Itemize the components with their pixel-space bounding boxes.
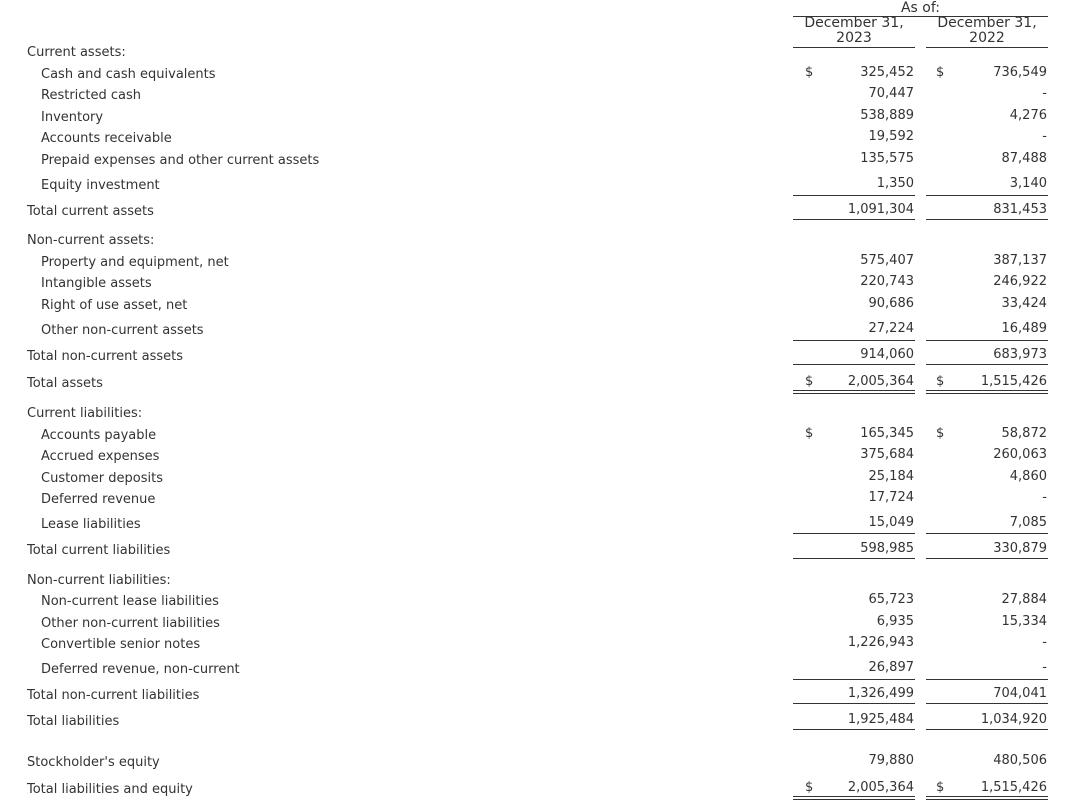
row-label: Equity investment [41, 178, 160, 193]
value-2022: 330,879 [993, 541, 1047, 556]
row-label: Deferred revenue [41, 492, 156, 507]
value-2022: 27,884 [1001, 592, 1047, 607]
currency-symbol-2023: $ [805, 374, 814, 389]
value-2022: - [1042, 490, 1047, 505]
row-label: Restricted cash [41, 88, 142, 103]
currency-symbol-2022: $ [936, 426, 945, 441]
subtotal-rule [793, 219, 915, 220]
value-2022: - [1042, 86, 1047, 101]
row-label: Cash and cash equivalents [41, 67, 216, 82]
total-double-rule [793, 393, 915, 394]
value-2022: 387,137 [993, 253, 1047, 268]
value-2023: 17,724 [868, 490, 914, 505]
column-header-2023: December 31, 2023 [804, 15, 904, 46]
value-2023: 26,897 [868, 660, 914, 675]
total-double-rule [926, 799, 1048, 800]
subtotal-rule [926, 703, 1048, 704]
row-label: Total assets [27, 376, 103, 391]
subtotal-rule [926, 679, 1048, 680]
value-2022: 16,489 [1001, 321, 1047, 336]
row-label: Stockholder's equity [27, 755, 160, 770]
value-2023: 575,407 [860, 253, 914, 268]
column-header-2022-rule [926, 47, 1048, 48]
value-2023: 65,723 [868, 592, 914, 607]
row-label: Other non-current liabilities [41, 616, 220, 631]
row-label: Accounts payable [41, 428, 157, 443]
value-2022: - [1042, 635, 1047, 650]
row-label: Current liabilities: [27, 406, 143, 421]
value-2022: 3,140 [1009, 176, 1047, 191]
currency-symbol-2022: $ [936, 374, 945, 389]
value-2022: 831,453 [993, 202, 1047, 217]
row-label: Total current liabilities [27, 543, 171, 558]
subtotal-rule [793, 364, 915, 365]
as-of-heading: As of: [900, 0, 941, 16]
row-label: Total non-current liabilities [27, 688, 200, 703]
value-2023: 220,743 [860, 274, 914, 289]
value-2022: 1,515,426 [980, 374, 1047, 389]
value-2022: 4,860 [1009, 469, 1047, 484]
value-2023: 1,925,484 [847, 712, 914, 727]
subtotal-rule [793, 533, 915, 534]
total-double-rule [793, 796, 915, 797]
total-double-rule [926, 390, 1048, 391]
value-2023: 375,684 [860, 447, 914, 462]
value-2022: 736,549 [993, 65, 1047, 80]
row-label: Deferred revenue, non-current [41, 662, 240, 677]
currency-symbol-2022: $ [936, 65, 945, 80]
value-2023: 27,224 [868, 321, 914, 336]
subtotal-rule [926, 195, 1048, 196]
value-2023: 914,060 [860, 347, 914, 362]
value-2022: 683,973 [993, 347, 1047, 362]
row-label: Convertible senior notes [41, 637, 201, 652]
value-2023: 1,091,304 [847, 202, 914, 217]
value-2023: 1,350 [876, 176, 914, 191]
row-label: Total non-current assets [27, 349, 184, 364]
row-label: Accounts receivable [41, 131, 172, 146]
value-2023: 19,592 [868, 129, 914, 144]
subtotal-rule [793, 340, 915, 341]
value-2023: 538,889 [860, 108, 914, 123]
currency-symbol-2023: $ [805, 426, 814, 441]
value-2023: 325,452 [860, 65, 914, 80]
value-2023: 2,005,364 [847, 374, 914, 389]
value-2022: 33,424 [1001, 296, 1047, 311]
row-label: Prepaid expenses and other current assets [41, 153, 320, 168]
value-2023: 79,880 [868, 753, 914, 768]
value-2022: 4,276 [1009, 108, 1047, 123]
row-label: Total current assets [27, 204, 154, 219]
subtotal-rule [793, 195, 915, 196]
total-double-rule [926, 796, 1048, 797]
subtotal-rule [793, 558, 915, 559]
total-double-rule [793, 390, 915, 391]
row-label: Non-current assets: [27, 233, 155, 248]
row-label: Intangible assets [41, 276, 152, 291]
row-label: Lease liabilities [41, 517, 141, 532]
row-label: Total liabilities and equity [27, 782, 193, 797]
value-2023: 598,985 [860, 541, 914, 556]
value-2023: 70,447 [868, 86, 914, 101]
value-2022: - [1042, 129, 1047, 144]
row-label: Current assets: [27, 45, 126, 60]
value-2023: 1,226,943 [847, 635, 914, 650]
value-2022: 260,063 [993, 447, 1047, 462]
value-2022: 1,515,426 [980, 780, 1047, 795]
subtotal-rule [926, 558, 1048, 559]
row-label: Non-current liabilities: [27, 573, 171, 588]
subtotal-rule [926, 729, 1048, 730]
row-label: Customer deposits [41, 471, 163, 486]
row-label: Total liabilities [27, 714, 120, 729]
value-2023: 1,326,499 [847, 686, 914, 701]
row-label: Accrued expenses [41, 449, 160, 464]
currency-symbol-2023: $ [805, 780, 814, 795]
value-2023: 15,049 [868, 515, 914, 530]
currency-symbol-2022: $ [936, 780, 945, 795]
row-label: Property and equipment, net [41, 255, 229, 270]
value-2022: 704,041 [993, 686, 1047, 701]
row-label: Inventory [41, 110, 104, 125]
value-2022: 1,034,920 [980, 712, 1047, 727]
value-2022: 15,334 [1001, 614, 1047, 629]
total-double-rule [793, 799, 915, 800]
row-label: Right of use asset, net [41, 298, 188, 313]
value-2023: 6,935 [876, 614, 914, 629]
subtotal-rule [793, 703, 915, 704]
value-2023: 25,184 [868, 469, 914, 484]
value-2022: 58,872 [1001, 426, 1047, 441]
value-2023: 135,575 [860, 151, 914, 166]
total-double-rule [926, 393, 1048, 394]
value-2022: 7,085 [1009, 515, 1047, 530]
subtotal-rule [793, 729, 915, 730]
value-2022: 87,488 [1001, 151, 1047, 166]
subtotal-rule [926, 364, 1048, 365]
value-2022: 480,506 [993, 753, 1047, 768]
row-label: Non-current lease liabilities [41, 594, 219, 609]
row-label: Other non-current assets [41, 323, 204, 338]
value-2023: 165,345 [860, 426, 914, 441]
subtotal-rule [926, 533, 1048, 534]
column-header-2022: December 31, 2022 [937, 15, 1037, 46]
column-header-2023-rule [793, 47, 915, 48]
value-2023: 90,686 [868, 296, 914, 311]
value-2022: 246,922 [993, 274, 1047, 289]
currency-symbol-2023: $ [805, 65, 814, 80]
value-2022: - [1042, 660, 1047, 675]
subtotal-rule [926, 340, 1048, 341]
subtotal-rule [793, 679, 915, 680]
value-2023: 2,005,364 [847, 780, 914, 795]
subtotal-rule [926, 219, 1048, 220]
